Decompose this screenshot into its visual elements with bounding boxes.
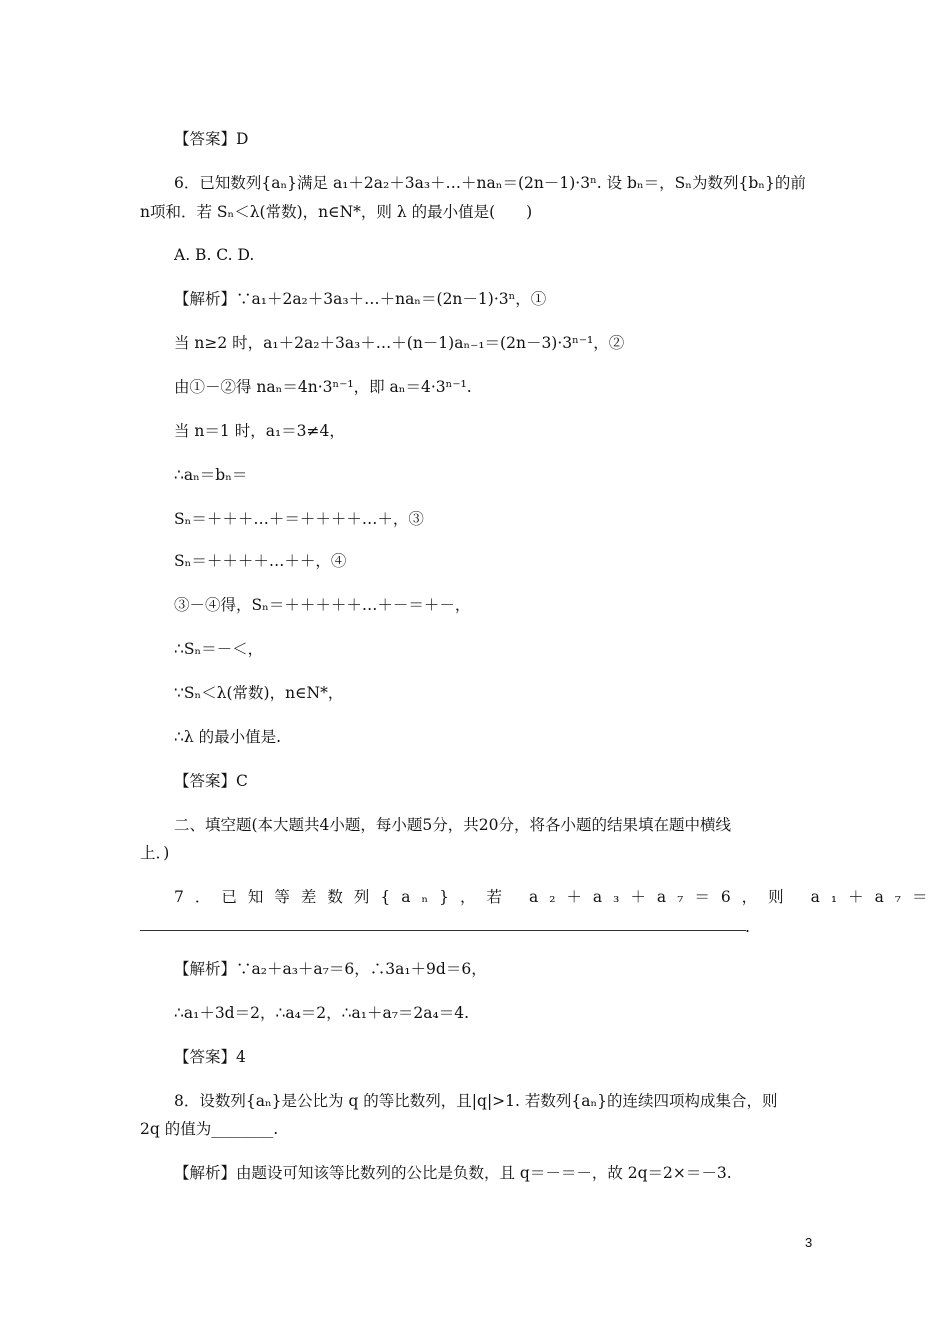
text-line: 当 n＝1 时，a₁＝3≠4， (174, 422, 345, 440)
text-line: ∴λ 的最小值是. (174, 728, 282, 746)
text-line: 【解析】∵a₁＋2a₂＋3a₃＋…＋naₙ＝(2n－1)·3ⁿ，① (174, 290, 547, 308)
text-line: 【解析】由题设可知该等比数列的公比是负数，且 q＝－＝－，故 2q＝2×＝－3. (174, 1164, 732, 1182)
page-number: 3 (805, 1235, 813, 1250)
text-line: 2q 的值为________. (140, 1120, 279, 1138)
text-line: 7．已知等差数列{aₙ}，若 a₂＋a₃＋a₇＝6，则 a₁＋a₇＝ (174, 888, 939, 906)
text-line: Sₙ＝＋＋＋＋…＋＋，④ (174, 552, 347, 570)
text-line: ∴aₙ＝bₙ＝ (174, 466, 248, 484)
text-line: 上．) (140, 844, 170, 862)
text-line: ∴Sₙ＝－＜， (174, 640, 264, 658)
text-line: 【解析】∵a₂＋a₃＋a₇＝6，∴3a₁＋9d＝6， (174, 960, 487, 978)
text-line: n项和．若 Sₙ＜λ(常数)，n∈N*，则 λ 的最小值是( ) (140, 203, 533, 221)
text-line: ∵Sₙ＜λ(常数)，n∈N*， (174, 684, 344, 702)
text-line: 【答案】C (174, 772, 248, 790)
text-line: A. B. C. D. (174, 246, 255, 264)
text-line: 当 n≥2 时，a₁＋2a₂＋3a₃＋…＋(n－1)aₙ₋₁＝(2n－3)·3ⁿ⁻¹，② (174, 334, 625, 352)
text-line: 由①－②得 naₙ＝4n·3ⁿ⁻¹，即 aₙ＝4·3ⁿ⁻¹. (174, 378, 472, 396)
text-line: 【答案】4 (174, 1048, 246, 1066)
text-line: ∴a₁＋3d＝2，∴a₄＝2，∴a₁＋a₇＝2a₄＝4. (174, 1004, 470, 1022)
text-line: Sₙ＝＋＋＋…＋＝＋＋＋＋…＋，③ (174, 510, 424, 528)
answer-blank-line (140, 930, 746, 931)
text-line: 二、填空题(本大题共4小题，每小题5分，共20分，将各小题的结果填在题中横线 (174, 816, 731, 834)
text-line: ③－④得，Sₙ＝＋＋＋＋＋…＋－＝＋－， (174, 596, 471, 614)
text-line: 【答案】D (174, 130, 249, 148)
text-line: 6．已知数列{aₙ}满足 a₁＋2a₂＋3a₃＋…＋naₙ＝(2n－1)·3ⁿ. 设 bₙ＝，Sₙ为数列{bₙ}的前 (174, 174, 806, 192)
text-line: 8．设数列{aₙ}是公比为 q 的等比数列，且|q|>1. 若数列{aₙ}的连续四项构成集合，则 (174, 1092, 778, 1110)
text-line: . (745, 918, 750, 936)
